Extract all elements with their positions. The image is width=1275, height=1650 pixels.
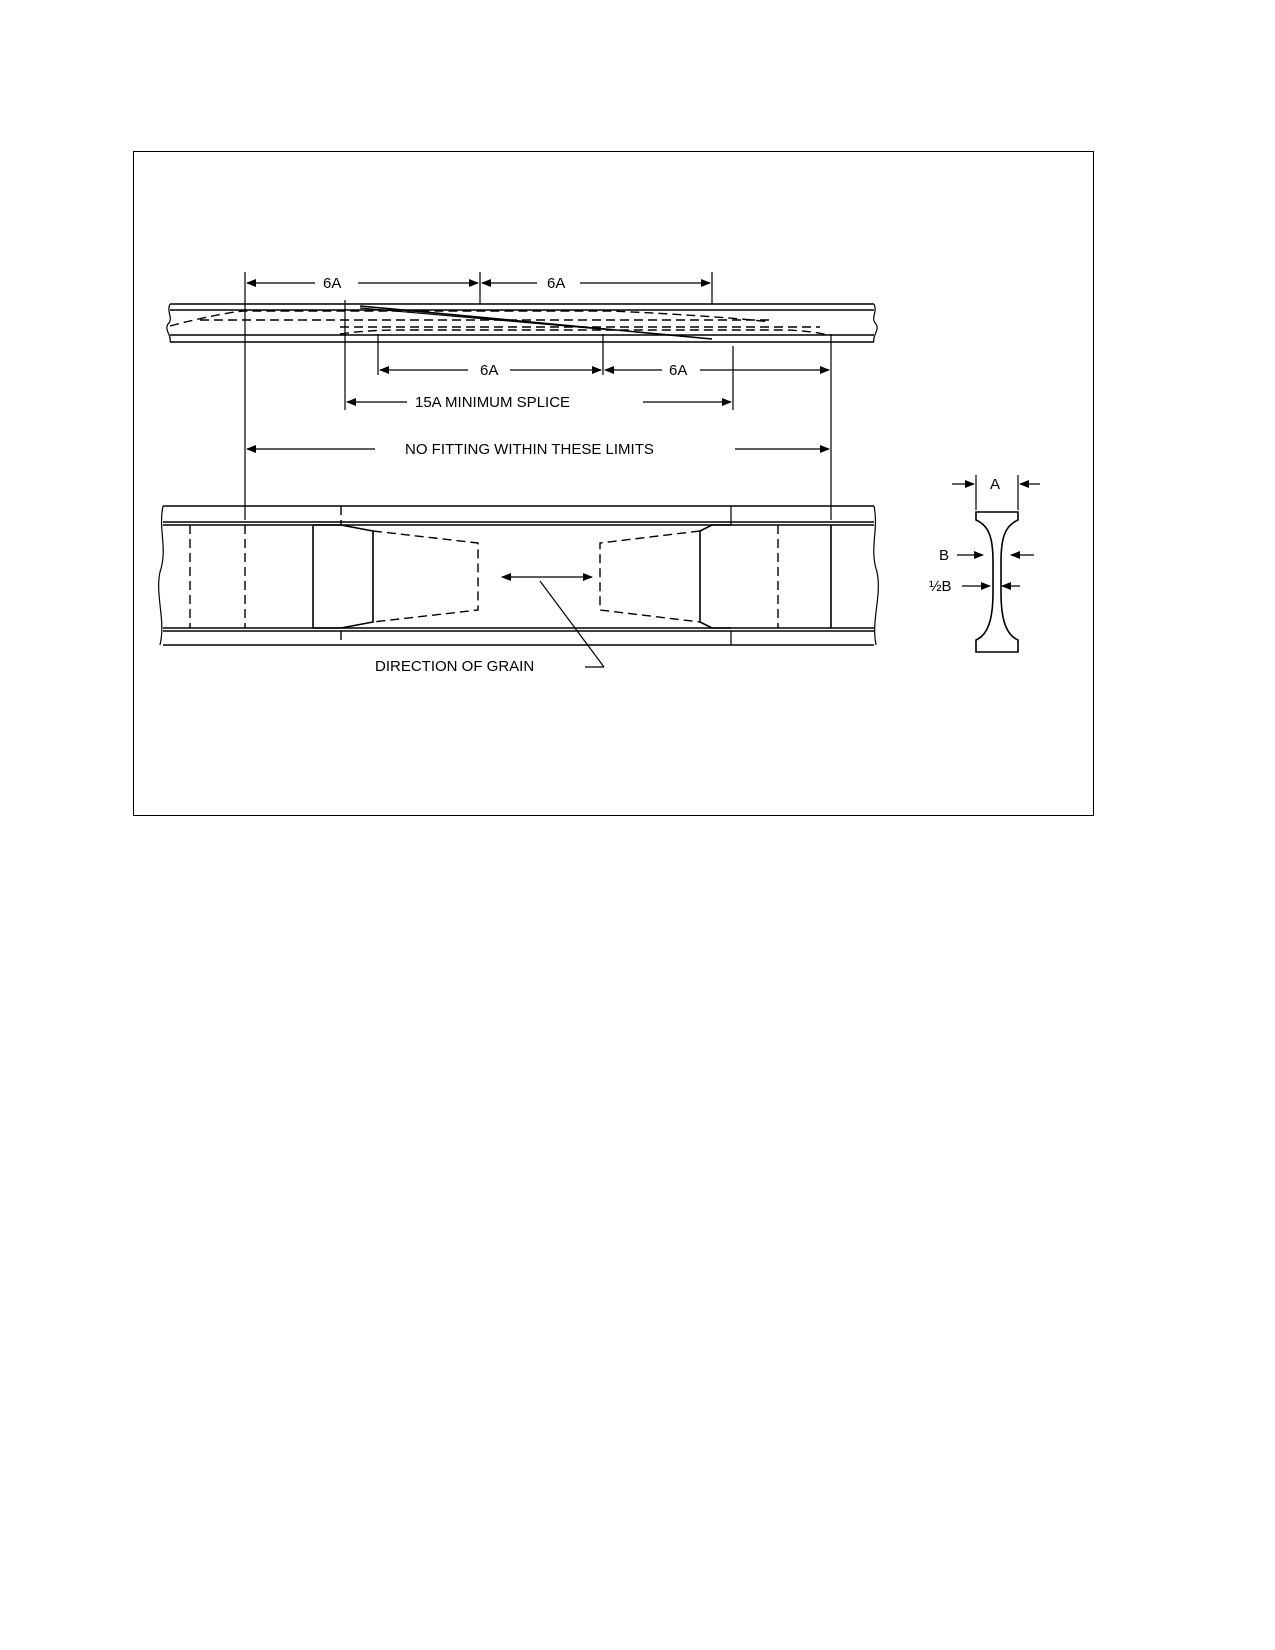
section-half-b-label: ½B [929,578,952,595]
no-fitting-dimension [247,441,829,458]
top-6a-right-label: 6A [547,275,566,292]
splice-dimension [347,394,731,411]
splice-label: 15A MINIMUM SPLICE [415,394,571,411]
top-6a-left-label: 6A [323,275,342,292]
direction-of-grain-label: DIRECTION OF GRAIN [375,658,535,675]
mid-6a-left-label: 6A [480,362,499,379]
section-a-label: A [990,476,1001,493]
section-b-label: B [939,547,950,564]
no-fitting-label: NO FITTING WITHIN THESE LIMITS [405,441,654,458]
top-6a-dimensions [247,275,710,292]
spliced-spar-side-view [167,304,877,342]
spar-plan-view [159,506,879,675]
mid-6a-dimensions [380,362,829,379]
spar-cross-section [929,475,1040,652]
mid-6a-right-label: 6A [669,362,688,379]
